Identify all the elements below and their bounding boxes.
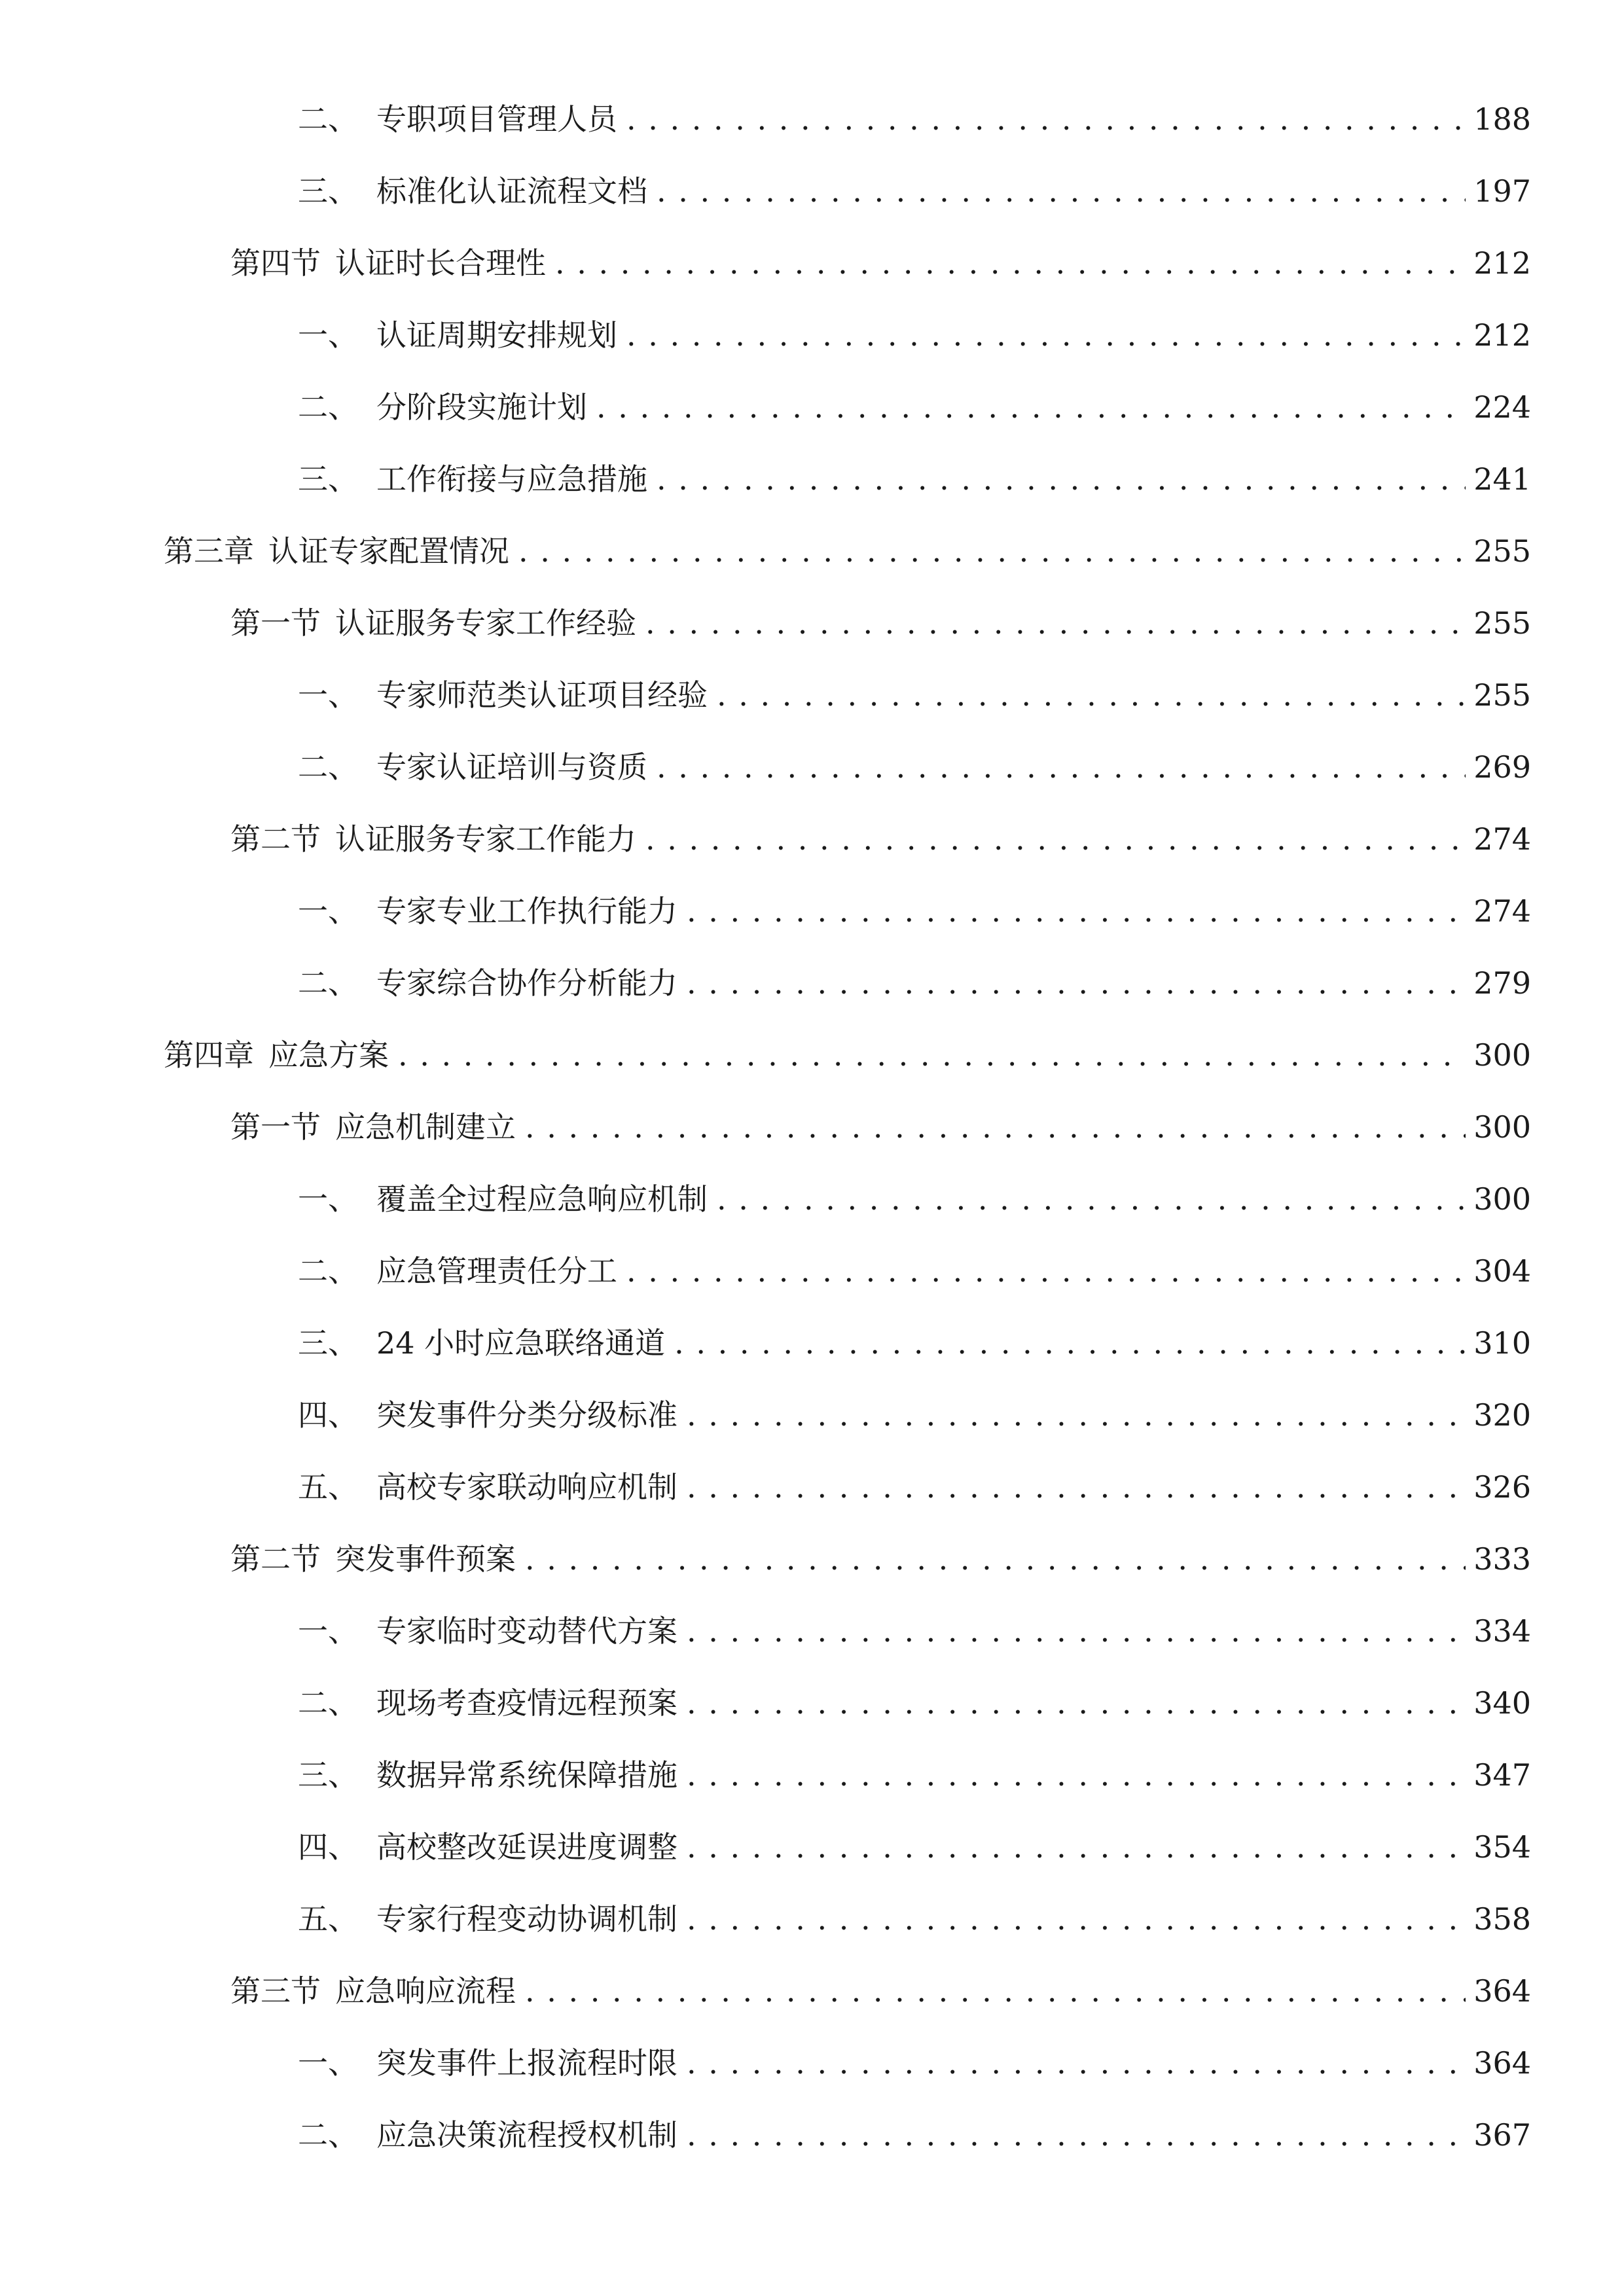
toc-entry[interactable] bbox=[230, 1955, 1531, 2027]
toc-entry-page: 279 bbox=[1473, 965, 1531, 1001]
toc-entry[interactable] bbox=[230, 587, 1531, 659]
toc-entry-page: 241 bbox=[1473, 461, 1531, 497]
toc-entry[interactable] bbox=[298, 1451, 1531, 1523]
dot-leader bbox=[645, 803, 1466, 875]
toc-entry-page: 274 bbox=[1473, 893, 1531, 929]
dot-leader bbox=[687, 1883, 1466, 1955]
dot-leader bbox=[398, 1019, 1466, 1091]
toc-entry-page: 333 bbox=[1473, 1541, 1531, 1577]
toc-entry[interactable] bbox=[230, 803, 1531, 875]
toc-entry-number: 二、 bbox=[298, 2117, 358, 2153]
toc-entry-title: 高校专家联动响应机制 bbox=[376, 1469, 677, 1505]
toc-entry-title: 数据异常系统保障措施 bbox=[376, 1757, 677, 1793]
dot-leader bbox=[645, 587, 1466, 659]
toc-entry-page: 255 bbox=[1473, 677, 1531, 713]
dot-leader bbox=[687, 2099, 1466, 2171]
dot-leader bbox=[657, 155, 1466, 227]
dot-leader bbox=[687, 1811, 1466, 1883]
toc-entry-number: 三、 bbox=[298, 1757, 358, 1793]
dot-leader bbox=[687, 1667, 1466, 1739]
dot-leader bbox=[657, 443, 1466, 515]
toc-entry[interactable] bbox=[298, 1379, 1531, 1451]
dot-leader bbox=[525, 1955, 1466, 2027]
dot-leader bbox=[525, 1091, 1466, 1163]
dot-leader bbox=[626, 83, 1466, 155]
toc-entry-page: 320 bbox=[1473, 1397, 1531, 1433]
toc-entry[interactable] bbox=[298, 1739, 1531, 1811]
toc-entry-number: 第二节 bbox=[230, 1541, 321, 1577]
toc-entry-title: 突发事件分类分级标准 bbox=[376, 1397, 677, 1433]
toc-entry[interactable] bbox=[298, 875, 1531, 947]
toc-entry-title: 认证周期安排规划 bbox=[376, 317, 617, 353]
toc-entry[interactable] bbox=[298, 731, 1531, 803]
toc-entry-page: 255 bbox=[1473, 533, 1531, 569]
toc-entry[interactable] bbox=[298, 1595, 1531, 1667]
dot-leader bbox=[596, 371, 1466, 443]
toc-entry[interactable] bbox=[298, 1235, 1531, 1307]
dot-leader bbox=[525, 1523, 1466, 1595]
toc-entry[interactable] bbox=[298, 659, 1531, 731]
toc-entry-number: 二、 bbox=[298, 1685, 358, 1721]
toc-entry-title: 突发事件上报流程时限 bbox=[376, 2045, 677, 2081]
toc-entry-title: 突发事件预案 bbox=[335, 1541, 516, 1577]
dot-leader bbox=[687, 1595, 1466, 1667]
dot-leader bbox=[674, 1307, 1466, 1379]
toc-entry-title: 应急管理责任分工 bbox=[376, 1253, 617, 1289]
toc-entry-number: 三、 bbox=[298, 1325, 358, 1361]
toc-entry-number: 第一节 bbox=[230, 605, 321, 641]
toc-entry-page: 364 bbox=[1473, 2045, 1531, 2081]
toc-entry-number: 第四章 bbox=[164, 1037, 254, 1073]
dot-leader bbox=[717, 659, 1466, 731]
toc-entry-number: 二、 bbox=[298, 1253, 358, 1289]
toc-entry[interactable] bbox=[298, 371, 1531, 443]
toc-entry-title: 专家认证培训与资质 bbox=[376, 749, 647, 785]
toc-entry[interactable] bbox=[298, 155, 1531, 227]
toc-entry-page: 224 bbox=[1473, 389, 1531, 425]
toc-entry-page: 310 bbox=[1473, 1325, 1531, 1361]
toc-entry-number: 第二节 bbox=[230, 821, 321, 857]
toc-entry-title: 标准化认证流程文档 bbox=[376, 173, 647, 209]
toc-entry-number: 第三章 bbox=[164, 533, 254, 569]
toc-entry[interactable] bbox=[164, 515, 1531, 587]
toc-entry[interactable] bbox=[298, 299, 1531, 371]
toc-entry-page: 358 bbox=[1473, 1901, 1531, 1937]
dot-leader bbox=[687, 1379, 1466, 1451]
dot-leader bbox=[687, 2027, 1466, 2099]
toc-entry-page: 274 bbox=[1473, 821, 1531, 857]
toc-entry-title: 应急响应流程 bbox=[335, 1973, 516, 2009]
toc-entry[interactable] bbox=[298, 1307, 1531, 1379]
toc-entry-number: 四、 bbox=[298, 1829, 358, 1865]
toc-entry[interactable] bbox=[298, 1163, 1531, 1235]
toc-entry-page: 340 bbox=[1473, 1685, 1531, 1721]
toc-entry-title: 应急决策流程授权机制 bbox=[376, 2117, 677, 2153]
toc-entry-number: 二、 bbox=[298, 965, 358, 1001]
toc-entry-page: 364 bbox=[1473, 1973, 1531, 2009]
dot-leader bbox=[687, 1451, 1466, 1523]
dot-leader bbox=[687, 1739, 1466, 1811]
toc-entry-page: 300 bbox=[1473, 1037, 1531, 1073]
toc-entry[interactable] bbox=[230, 227, 1531, 299]
toc-entry-title: 应急机制建立 bbox=[335, 1109, 516, 1145]
toc-entry[interactable] bbox=[298, 2027, 1531, 2099]
toc-entry-number: 二、 bbox=[298, 101, 358, 137]
dot-leader bbox=[717, 1163, 1466, 1235]
toc-entry-title: 专家行程变动协调机制 bbox=[376, 1901, 677, 1937]
dot-leader bbox=[626, 1235, 1466, 1307]
toc-entry-number: 三、 bbox=[298, 461, 358, 497]
toc-entry-page: 212 bbox=[1473, 245, 1531, 281]
toc-entry-title: 专家临时变动替代方案 bbox=[376, 1613, 677, 1649]
toc-entry[interactable] bbox=[164, 1019, 1531, 1091]
toc-entry-page: 269 bbox=[1473, 749, 1531, 785]
toc-entry-title: 应急方案 bbox=[268, 1037, 389, 1073]
toc-entry-title: 工作衔接与应急措施 bbox=[376, 461, 647, 497]
toc-entry-number: 五、 bbox=[298, 1901, 358, 1937]
toc-entry-page: 354 bbox=[1473, 1829, 1531, 1865]
dot-leader bbox=[687, 947, 1466, 1019]
toc-entry[interactable] bbox=[230, 1091, 1531, 1163]
dot-leader bbox=[687, 875, 1466, 947]
toc-entry-page: 326 bbox=[1473, 1469, 1531, 1505]
toc-entry[interactable] bbox=[298, 1667, 1531, 1739]
toc-entry-title: 认证服务专家工作经验 bbox=[335, 605, 636, 641]
toc-entry-page: 304 bbox=[1473, 1253, 1531, 1289]
toc-entry[interactable] bbox=[298, 2099, 1531, 2171]
toc-entry-page: 197 bbox=[1473, 173, 1531, 209]
toc-entry[interactable] bbox=[298, 947, 1531, 1019]
toc-entry[interactable] bbox=[298, 83, 1531, 155]
toc-entry-title: 分阶段实施计划 bbox=[376, 389, 587, 425]
toc-entry-number: 五、 bbox=[298, 1469, 358, 1505]
toc-entry-title: 认证专家配置情况 bbox=[268, 533, 509, 569]
toc-entry-number: 一、 bbox=[298, 1181, 358, 1217]
toc-entry-title: 专职项目管理人员 bbox=[376, 101, 617, 137]
toc-entry-page: 334 bbox=[1473, 1613, 1531, 1649]
toc-entry-number: 第三节 bbox=[230, 1973, 321, 2009]
toc-entry-number: 四、 bbox=[298, 1397, 358, 1433]
toc-entry[interactable] bbox=[298, 1883, 1531, 1955]
toc-entry-page: 188 bbox=[1473, 101, 1531, 137]
toc-entry[interactable] bbox=[298, 1811, 1531, 1883]
toc-entry-number: 二、 bbox=[298, 389, 358, 425]
toc-entry-title: 认证时长合理性 bbox=[335, 245, 546, 281]
toc-entry-page: 347 bbox=[1473, 1757, 1531, 1793]
toc-entry-page: 367 bbox=[1473, 2117, 1531, 2153]
toc-entry-number: 一、 bbox=[298, 1613, 358, 1649]
toc-entry-number: 三、 bbox=[298, 173, 358, 209]
toc-entry-title: 24 小时应急联络通道 bbox=[376, 1325, 666, 1361]
toc-entry-page: 300 bbox=[1473, 1109, 1531, 1145]
toc-entry-title: 专家综合协作分析能力 bbox=[376, 965, 677, 1001]
toc-entry-number: 第一节 bbox=[230, 1109, 321, 1145]
toc-entry-title: 现场考查疫情远程预案 bbox=[376, 1685, 677, 1721]
toc-entry-number: 第四节 bbox=[230, 245, 321, 281]
toc-entry-title: 高校整改延误进度调整 bbox=[376, 1829, 677, 1865]
toc-entry-number: 一、 bbox=[298, 2045, 358, 2081]
toc-entry-page: 212 bbox=[1473, 317, 1531, 353]
toc-entry-page: 300 bbox=[1473, 1181, 1531, 1217]
toc-entry-number: 一、 bbox=[298, 677, 358, 713]
toc-entry-number: 一、 bbox=[298, 893, 358, 929]
dot-leader bbox=[555, 227, 1466, 299]
toc-entry-title: 专家专业工作执行能力 bbox=[376, 893, 677, 929]
dot-leader bbox=[657, 731, 1466, 803]
toc-entry[interactable] bbox=[298, 443, 1531, 515]
dot-leader bbox=[518, 515, 1466, 587]
toc-entry-number: 一、 bbox=[298, 317, 358, 353]
dot-leader bbox=[626, 299, 1466, 371]
toc-entry-page: 255 bbox=[1473, 605, 1531, 641]
toc-entry-number: 二、 bbox=[298, 749, 358, 785]
toc-entry[interactable] bbox=[230, 1523, 1531, 1595]
toc-entry-title: 认证服务专家工作能力 bbox=[335, 821, 636, 857]
toc-entry-title: 覆盖全过程应急响应机制 bbox=[376, 1181, 708, 1217]
toc-entry-title: 专家师范类认证项目经验 bbox=[376, 677, 708, 713]
